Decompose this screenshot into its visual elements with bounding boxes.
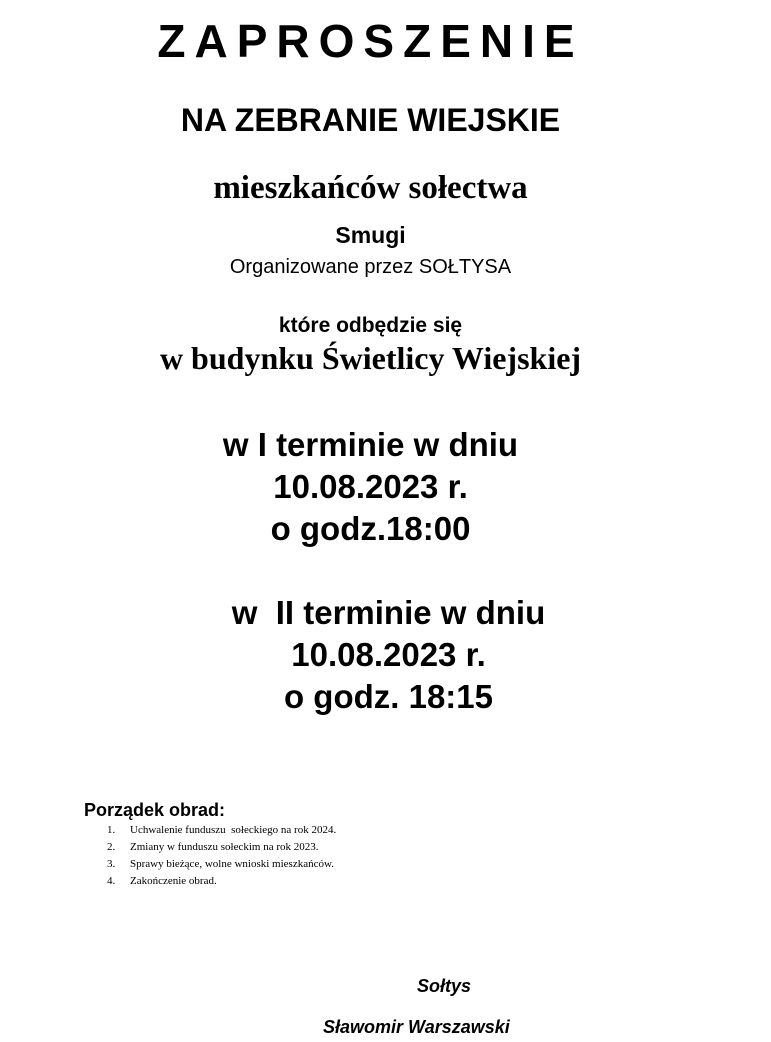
- building-line: w budynku Świetlicy Wiejskiej: [159, 340, 582, 376]
- organizer-line: Organizowane przez SOŁTYSA: [229, 256, 512, 278]
- agenda-heading: Porządek obrad:: [84, 800, 226, 820]
- agenda-item-number: 4.: [107, 875, 116, 887]
- page-title: ZAPROSZENIE: [157, 15, 584, 67]
- agenda-item-number: 3.: [107, 858, 116, 870]
- agenda-item: [107, 839, 336, 856]
- subtitle: NA ZEBRANIE WIEJSKIE: [180, 102, 561, 138]
- first-term-block: [0, 424, 741, 550]
- village-name: Smugi: [335, 222, 406, 248]
- agenda-item: [107, 822, 336, 839]
- first-term-label: w I terminie w dniu: [222, 426, 519, 463]
- second-term-label: w II terminie w dniu: [231, 594, 546, 631]
- agenda-item: [107, 856, 336, 873]
- agenda-item-number: 2.: [107, 841, 116, 853]
- agenda-list: [107, 822, 336, 890]
- signature-role: Sołtys: [417, 976, 472, 996]
- agenda-item-number: 1.: [107, 824, 116, 836]
- first-term-date: 10.08.2023 r.: [273, 468, 468, 505]
- second-term-block: [20, 592, 757, 718]
- second-term-time: o godz. 18:15: [283, 678, 494, 715]
- second-term-date: 10.08.2023 r.: [291, 636, 486, 673]
- agenda-item-text: Zmiany w funduszu sołeckim na rok 2023.: [130, 841, 319, 853]
- signature-name: Sławomir Warszawski: [323, 1017, 510, 1037]
- first-term-time: o godz.18:00: [270, 510, 471, 547]
- which-line: które odbędzie się: [278, 314, 463, 337]
- agenda-item-text: Zakończenie obrad.: [130, 875, 217, 887]
- residents-heading: mieszkańców sołectwa: [213, 170, 528, 206]
- agenda-item: [107, 873, 336, 890]
- agenda-item-text: Uchwalenie funduszu sołeckiego na rok 2024.: [130, 824, 337, 836]
- agenda-item-text: Sprawy bieżące, wolne wnioski mieszkańców.: [130, 858, 334, 870]
